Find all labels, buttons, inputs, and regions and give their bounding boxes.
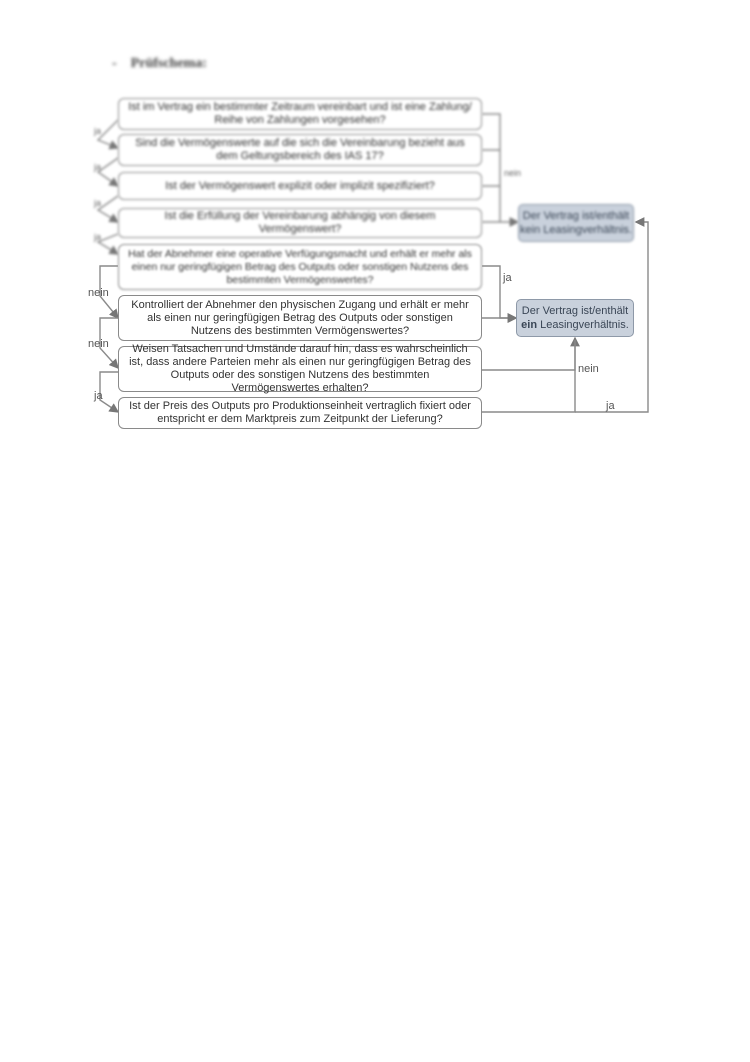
label-ja-3: ja <box>94 198 102 208</box>
result-lease-rest: Leasingverhältnis. <box>537 319 629 331</box>
question-box-6 <box>118 295 482 341</box>
result-no-lease <box>518 204 634 242</box>
label-ja-q8: ja <box>606 400 615 412</box>
question-box-1 <box>118 98 482 130</box>
label-nein-q6: nein <box>88 338 109 350</box>
result-lease-line1: Der Vertrag ist/enthält <box>521 305 629 317</box>
heading-title: Prüfschema: <box>130 56 207 71</box>
result-no-lease-line2: kein Leasingverhältnis. <box>520 224 632 236</box>
question-text-3: Ist der Vermögenswert explizit oder implizit spezifiziert? <box>165 179 435 192</box>
question-box-4 <box>118 208 482 238</box>
label-nein-top: nein <box>504 168 522 178</box>
question-box-2 <box>118 134 482 166</box>
result-lease <box>516 299 634 337</box>
result-no-lease-line1: Der Vertrag ist/enthält <box>522 210 630 222</box>
label-ja-q7: ja <box>94 390 103 402</box>
question-text-1: Ist im Vertrag ein bestimmter Zeitraum vereinbart und ist eine Zahlung/ Reihe von Zahlungen vorgesehen? <box>128 101 472 126</box>
question-text-2: Sind die Vermögenswerte auf die sich die Vereinbarung bezieht aus dem Geltungsbereich des IAS 17? <box>135 137 465 162</box>
result-lease-line2 <box>521 318 629 332</box>
label-ja-2: ja <box>94 162 102 172</box>
result-lease-emph: ein <box>521 319 538 331</box>
question-box-8 <box>118 397 482 429</box>
question-box-7 <box>118 343 482 394</box>
label-ja-1: ja <box>94 126 102 136</box>
question-text-8: Ist der Preis des Outputs pro Produktionseinheit vertraglich fixiert oder entspricht er dem Marktpreis zum Zeitpunkt der Lieferung? <box>129 400 471 425</box>
label-ja-q5: ja <box>503 272 512 284</box>
question-text-7: Weisen Tatsachen und Umstände darauf hin, dass es wahrscheinlich ist, dass andere Parteien mehr als einen nur geringfügigen Betrag des Outputs oder des sonstigen Nutzens des bestimmten Vermögenswertes erhalten? <box>129 343 471 394</box>
question-box-5 <box>118 244 482 290</box>
question-text-5: Hat der Abnehmer eine operative Verfügungsmacht und erhält er mehr als einen nur geringfügigen Betrag des Outputs oder sonstigen Nutzens des bestimmten Vermögenswertes? <box>128 247 472 286</box>
question-box-3 <box>118 172 482 200</box>
question-text-6: Kontrolliert der Abnehmer den physischen Zugang und erhält er mehr als einen nur geringfügigen Betrag des Outputs oder sonstigen Nutzens des bestimmten Vermögenswertes? <box>131 298 469 337</box>
label-ja-4: ja <box>94 232 102 242</box>
question-text-4: Ist die Erfüllung der Vereinbarung abhängig von diesem Vermögenswert? <box>164 210 436 235</box>
label-nein-q5: nein <box>88 287 109 299</box>
heading-dash: - <box>112 56 117 71</box>
label-nein-q7: nein <box>578 363 599 375</box>
